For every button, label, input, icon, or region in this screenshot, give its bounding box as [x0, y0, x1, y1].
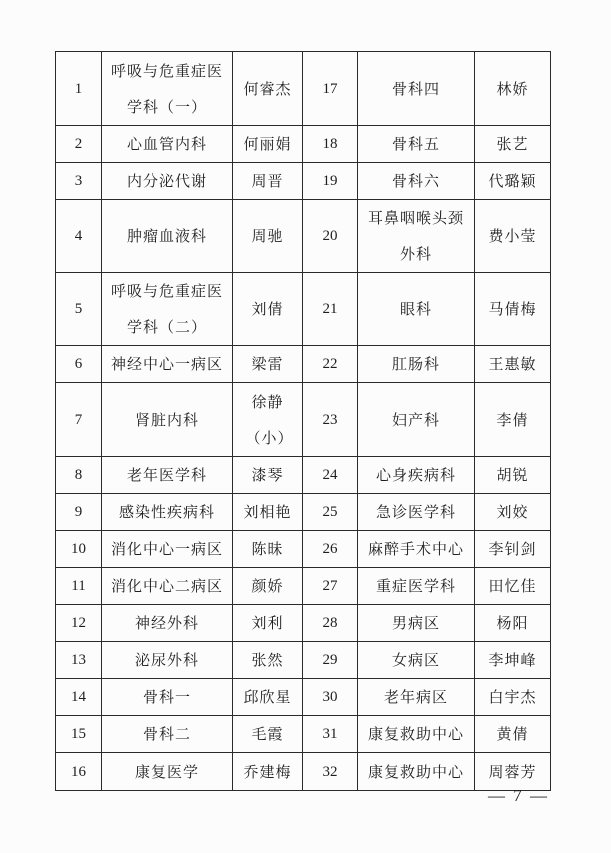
row-number-right: 26	[303, 531, 358, 568]
table-row	[56, 494, 551, 531]
table-row	[56, 457, 551, 494]
department-cell-left: 消化中心二病区	[102, 568, 233, 605]
row-number-left: 15	[56, 716, 102, 753]
row-number-left: 2	[56, 126, 102, 163]
department-cell-left: 消化中心一病区	[102, 531, 233, 568]
table-row	[56, 568, 551, 605]
department-cell-left: 内分泌代谢	[102, 163, 233, 200]
name-cell-left: 陈昧	[233, 531, 303, 568]
table-row	[56, 753, 551, 791]
name-cell-left: 漆琴	[233, 457, 303, 494]
department-cell-left: 心血管内科	[102, 126, 233, 163]
name-cell-right: 林娇	[475, 52, 551, 126]
row-number-left: 10	[56, 531, 102, 568]
department-cell-right: 重症医学科	[358, 568, 475, 605]
department-cell-left: 老年医学科	[102, 457, 233, 494]
department-cell-right: 骨科五	[358, 126, 475, 163]
row-number-left: 5	[56, 273, 102, 346]
department-cell-left: 肿瘤血液科	[102, 200, 233, 273]
row-number-right: 23	[303, 383, 358, 457]
name-cell-left: 张然	[233, 642, 303, 679]
row-number-left: 1	[56, 52, 102, 126]
name-cell-right: 李钊剑	[475, 531, 551, 568]
table-row	[56, 716, 551, 753]
department-cell-left: 肾脏内科	[102, 383, 233, 457]
page-number: — 7 —	[488, 786, 549, 805]
row-number-right: 21	[303, 273, 358, 346]
table-row	[56, 531, 551, 568]
name-cell-left	[233, 383, 303, 457]
name-cell-right: 胡锐	[475, 457, 551, 494]
name-cell-left: 刘利	[233, 605, 303, 642]
row-number-right: 31	[303, 716, 358, 753]
name-cell-left: 刘倩	[233, 273, 303, 346]
department-label: 呼吸与危重症医学科（二）	[110, 282, 223, 336]
name-cell-left: 周晋	[233, 163, 303, 200]
roster-body	[56, 52, 551, 791]
name-cell-right: 黄倩	[475, 716, 551, 753]
table-row	[56, 126, 551, 163]
department-cell-left: 感染性疾病科	[102, 494, 233, 531]
department-cell-right: 急诊医学科	[358, 494, 475, 531]
name-cell-right: 马倩梅	[475, 273, 551, 346]
department-cell-right: 女病区	[358, 642, 475, 679]
row-number-right: 20	[303, 200, 358, 273]
department-cell-left	[102, 273, 233, 346]
name-cell-right: 刘姣	[475, 494, 551, 531]
department-label: 耳鼻咽喉头颈外科	[367, 209, 464, 263]
table-row	[56, 642, 551, 679]
department-cell-right	[358, 200, 475, 273]
staff-roster-table	[55, 51, 551, 791]
table-row	[56, 605, 551, 642]
name-cell-right: 张艺	[475, 126, 551, 163]
name-cell-left: 刘相艳	[233, 494, 303, 531]
name-cell-right: 白宇杰	[475, 679, 551, 716]
row-number-left: 6	[56, 346, 102, 383]
row-number-left: 13	[56, 642, 102, 679]
row-number-right: 30	[303, 679, 358, 716]
department-cell-right: 男病区	[358, 605, 475, 642]
row-number-left: 14	[56, 679, 102, 716]
table-row	[56, 383, 551, 457]
row-number-left: 4	[56, 200, 102, 273]
row-number-right: 32	[303, 753, 358, 791]
name-cell-left: 何丽娟	[233, 126, 303, 163]
row-number-right: 18	[303, 126, 358, 163]
row-number-left: 8	[56, 457, 102, 494]
name-cell-right: 周蓉芳	[475, 753, 551, 791]
row-number-left: 7	[56, 383, 102, 457]
name-cell-right: 李坤峰	[475, 642, 551, 679]
department-cell-right: 老年病区	[358, 679, 475, 716]
row-number-right: 28	[303, 605, 358, 642]
department-cell-left: 神经外科	[102, 605, 233, 642]
name-cell-right: 李倩	[475, 383, 551, 457]
table-row	[56, 273, 551, 346]
name-cell-right: 杨阳	[475, 605, 551, 642]
row-number-right: 25	[303, 494, 358, 531]
department-cell-left: 康复医学	[102, 753, 233, 791]
row-number-right: 29	[303, 642, 358, 679]
department-cell-left: 神经中心一病区	[102, 346, 233, 383]
table-row	[56, 52, 551, 126]
table-row	[56, 679, 551, 716]
name-cell-right: 田忆佳	[475, 568, 551, 605]
row-number-left: 3	[56, 163, 102, 200]
department-cell-right: 康复救助中心	[358, 753, 475, 791]
department-cell-right: 心身疾病科	[358, 457, 475, 494]
department-cell-right: 麻醉手术中心	[358, 531, 475, 568]
name-cell-left: 乔建梅	[233, 753, 303, 791]
row-number-right: 22	[303, 346, 358, 383]
row-number-right: 17	[303, 52, 358, 126]
row-number-right: 24	[303, 457, 358, 494]
table-row	[56, 346, 551, 383]
department-cell-left: 泌尿外科	[102, 642, 233, 679]
department-cell-right: 妇产科	[358, 383, 475, 457]
row-number-right: 19	[303, 163, 358, 200]
name-cell-left: 颜娇	[233, 568, 303, 605]
table-row	[56, 200, 551, 273]
department-label: 呼吸与危重症医学科（一）	[110, 61, 223, 116]
table-row	[56, 163, 551, 200]
name-cell-right: 代璐颖	[475, 163, 551, 200]
department-cell-right: 康复救助中心	[358, 716, 475, 753]
name-cell-left: 何睿杰	[233, 52, 303, 126]
name-cell-left: 毛霞	[233, 716, 303, 753]
name-cell-right: 费小莹	[475, 200, 551, 273]
department-cell-right: 骨科六	[358, 163, 475, 200]
department-cell-left: 骨科一	[102, 679, 233, 716]
department-cell-right: 眼科	[358, 273, 475, 346]
name-cell-left: 邱欣星	[233, 679, 303, 716]
row-number-left: 9	[56, 494, 102, 531]
row-number-right: 27	[303, 568, 358, 605]
department-cell-right: 肛肠科	[358, 346, 475, 383]
department-cell-left: 骨科二	[102, 716, 233, 753]
name-label: 徐静（小）	[245, 392, 294, 447]
department-cell-right: 骨科四	[358, 52, 475, 126]
department-cell-left	[102, 52, 233, 126]
name-cell-right: 王惠敏	[475, 346, 551, 383]
name-cell-left: 梁雷	[233, 346, 303, 383]
name-cell-left: 周驰	[233, 200, 303, 273]
row-number-left: 16	[56, 753, 102, 791]
row-number-left: 12	[56, 605, 102, 642]
row-number-left: 11	[56, 568, 102, 605]
